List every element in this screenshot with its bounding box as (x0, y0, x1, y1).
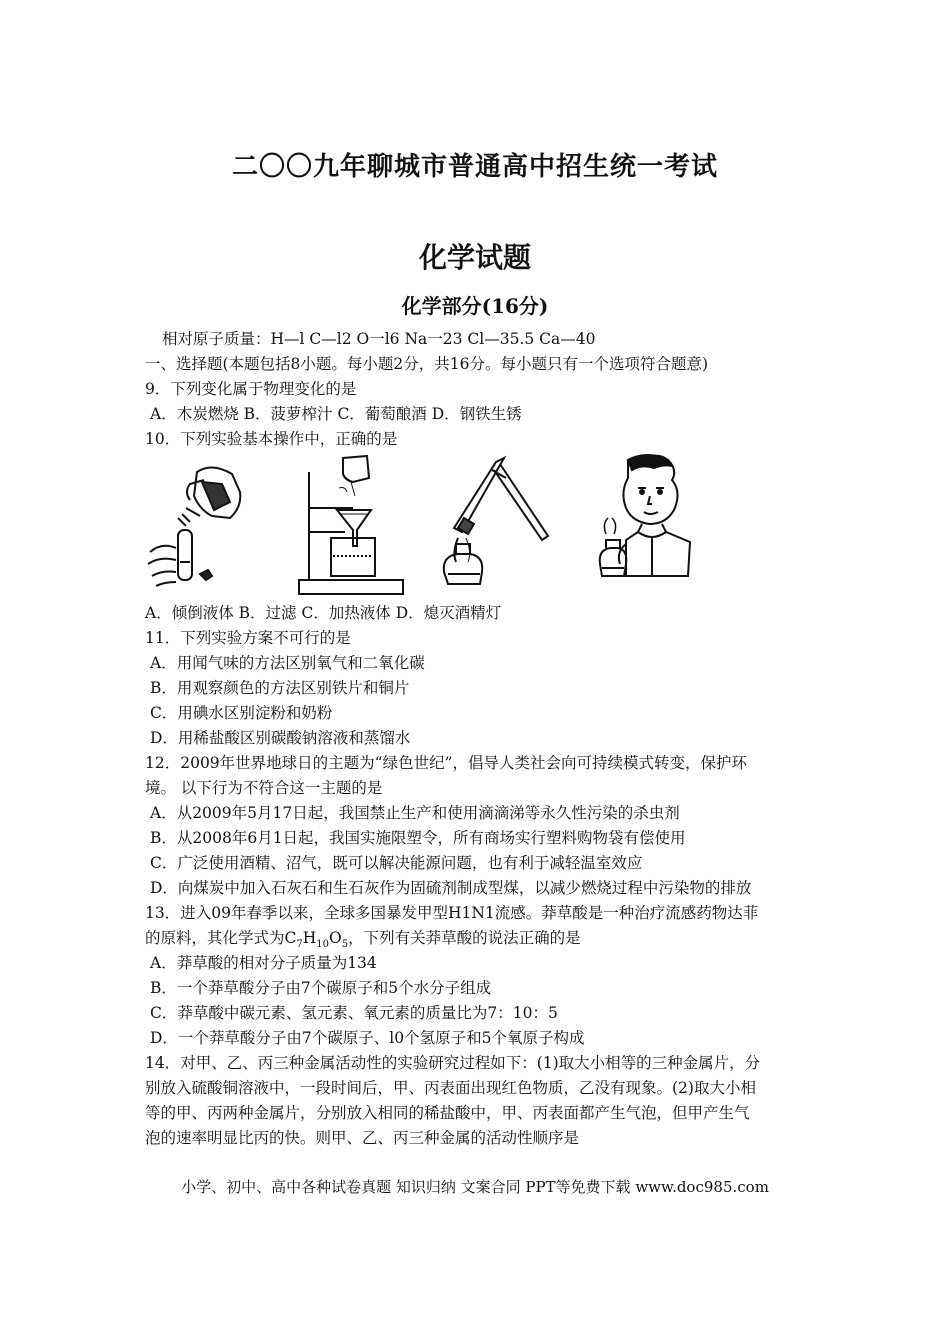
q12-option-d: D．向煤炭中加入石灰石和生石灰作为固硫剂制成型煤，以减少燃烧过程中污染物的排放 (150, 879, 752, 897)
q13-option-c: C．莽草酸中碳元素、氢元素、氧元素的质量比为7：10：5 (150, 1004, 558, 1022)
section-title: 化学部分(16分) (401, 294, 549, 318)
pour-liquid-figure (142, 452, 242, 598)
q12-option-a: A．从2009年5月17日起，我国禁止生产和使用滴滴涕等永久性污染的杀虫剂 (150, 804, 680, 822)
exam-title: 二〇〇九年聊城市普通高中招生统一考试 (231, 152, 718, 182)
q10-options: A．倾倒液体 B．过滤 C．加热液体 D．熄灭酒精灯 (145, 604, 502, 622)
q11-option-a: A．用闻气味的方法区别氧气和二氧化碳 (150, 654, 425, 672)
q13-option-d: D．一个莽草酸分子由7个碳原子、l0个氢原子和5个氧原子构成 (150, 1029, 585, 1047)
q14-line3: 等的甲、丙两种金属片，分别放入相同的稀盐酸中，甲、丙表面都产生气泡，但甲产生气 (145, 1104, 750, 1122)
q13-stem-line1: 13．进入09年春季以来，全球多国暴发甲型H1N1流感。莽草酸是一种治疗流感药物达菲 (145, 904, 759, 922)
q13-stem-line2: 的原料，其化学式为$C_7H_{10}O_5$，下列有关莽草酸的说法正确的是 (145, 929, 581, 951)
q12-option-b: B．从2008年6月1日起，我国实施限塑令，所有商场实行塑料购物袋有偿使用 (150, 829, 686, 847)
q14-line1: 14．对甲、乙、丙三种金属活动性的实验研究过程如下：(1)取大小相等的三种金属片，分 (145, 1054, 761, 1072)
q11-option-d: D．用稀盐酸区别碳酸钠溶液和蒸馏水 (150, 729, 411, 747)
subject-title: 化学试题 (418, 241, 531, 274)
q13-option-b: B．一个莽草酸分子由7个碳原子和5个水分子组成 (150, 979, 492, 997)
q9-options: A．木炭燃烧 B．菠萝榨汁 C．葡萄酿酒 D．钢铁生锈 (150, 405, 522, 423)
section-instructions: 一、选择题(本题包括8小题。每小题2分，共16分。每小题只有一个选项符合题意) (145, 355, 709, 373)
q11-option-c: C．用碘水区别淀粉和奶粉 (150, 704, 333, 722)
filtration-figure (295, 452, 405, 598)
q14-line2: 别放入硫酸铜溶液中，一段时间后，甲、丙表面出现红色物质，乙没有现象。(2)取大小相 (145, 1079, 756, 1097)
q12-option-c: C．广泛使用酒精、沼气，既可以解决能源问题，也有利于减轻温室效应 (150, 854, 643, 872)
q14-line4: 泡的速率明显比丙的快。则甲、乙、丙三种金属的活动性顺序是 (145, 1129, 580, 1147)
q10-stem: 10．下列实验基本操作中，正确的是 (145, 430, 398, 448)
q12-stem-line1: 12．2009年世界地球日的主题为“绿色世纪”，倡导人类社会向可持续模式转变，保护环 (145, 754, 748, 772)
q11-stem: 11．下列实验方案不可行的是 (145, 629, 351, 647)
q13-option-a: A．莽草酸的相对分子质量为134 (150, 954, 377, 972)
q10-figures (140, 452, 700, 598)
q11-option-b: B．用观察颜色的方法区别铁片和铜片 (150, 679, 410, 697)
q9-stem: 9．下列变化属于物理变化的是 (145, 380, 357, 398)
page-footer: 小学、初中、高中各种试卷真题 知识归纳 文案合同 PPT等免费下载 www.doc985.com (181, 1178, 769, 1196)
q12-stem-line2: 境。 以下行为不符合这一主题的是 (145, 779, 383, 797)
heat-liquid-figure (434, 452, 554, 598)
extinguish-lamp-figure (592, 452, 702, 598)
atomic-mass-line: 相对原子质量：H—l C—l2 O一l6 Na一23 Cl—35.5 Ca—40 (162, 330, 596, 348)
